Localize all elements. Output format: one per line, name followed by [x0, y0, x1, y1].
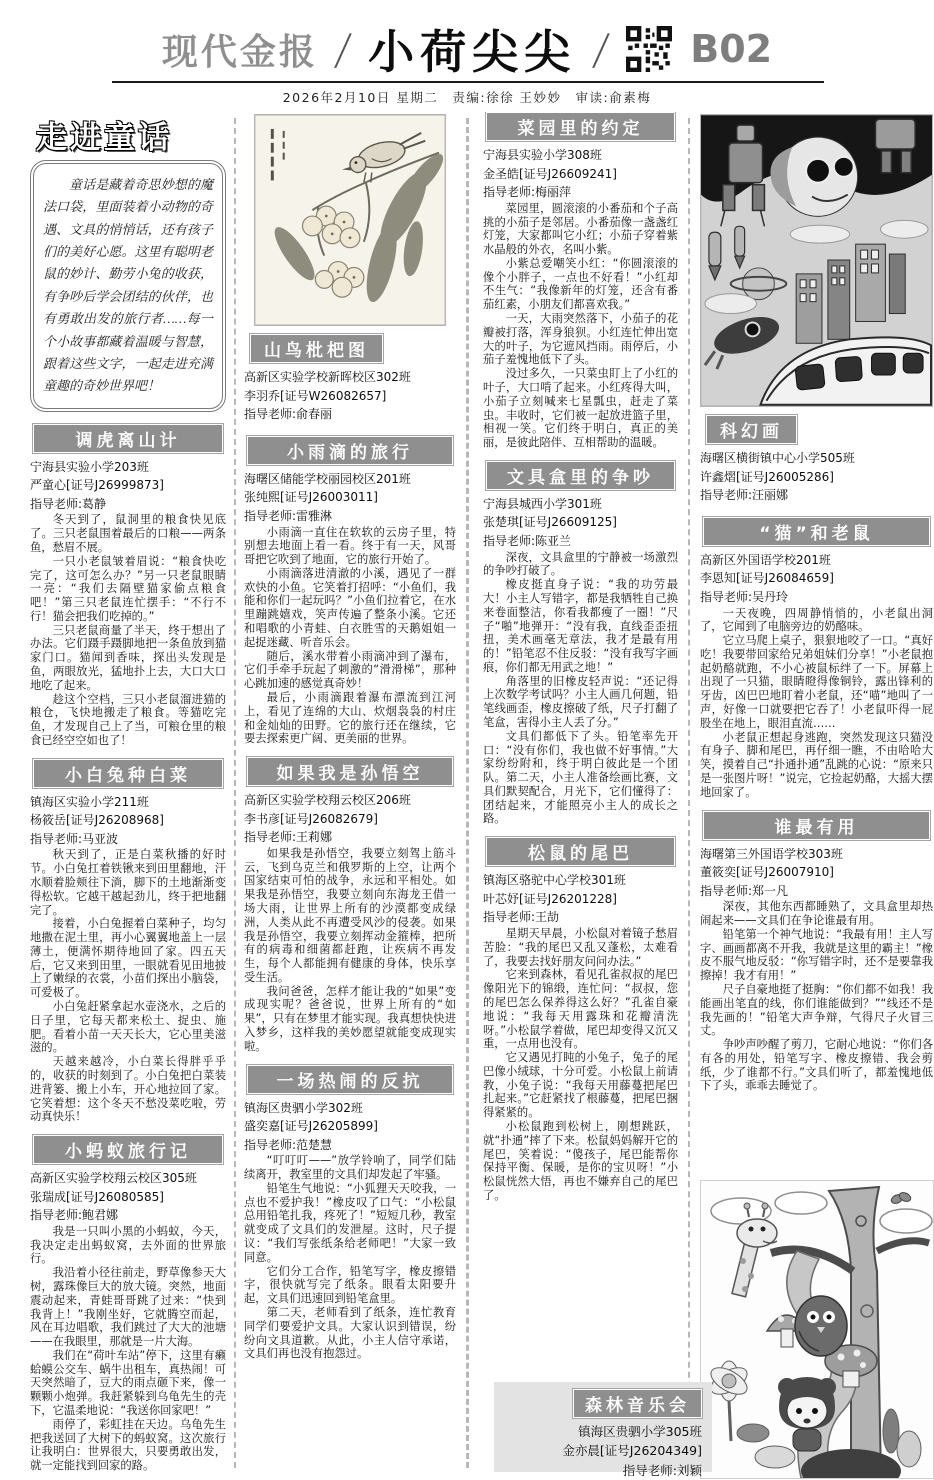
- artwork-author: 许鑫熠[证号J26005286]: [700, 469, 834, 484]
- article-author: 董筱奕[证号J26007910]: [700, 865, 834, 880]
- artwork-school: 海曙区横街镇中心小学505班: [700, 451, 855, 465]
- paragraph: 一只小老鼠皱着眉说：“粮食快吃完了，这可怎么办？”另一只老鼠眼睛一亮：“我们去隔壁猫家偷点粮食吧！”第三只老鼠连忙摆手：“不行不行！猫会把我们吃掉的。”: [30, 554, 226, 623]
- artwork-title-bar: 山鸟枇杷图: [250, 334, 383, 363]
- article-xiaobaitu: [30, 759, 226, 1124]
- article-author: 李书彦[证号J26082679]: [244, 811, 378, 826]
- artwork-caption-shanniao: [244, 334, 456, 424]
- paragraph: 铅笔生气地说：“小狐狸天天咬我，一点也不爱护我！”橡皮叹了口气：“小松鼠总用铅笔扎我，疼死了！”短短几秒，教室就变成了文具们的发泄屋。这时，尺子提议：“我们写张纸条给老师吧！”大家一致同意。: [244, 1181, 456, 1264]
- artwork-teacher: 指导老师:汪丽娜: [700, 488, 789, 503]
- paragraph: 小老鼠正想起身逃跑，突然发现这只猫没有身子、脚和尾巴，再仔细一瞧，不由哈哈大笑，摸着自己“扑通扑通”乱跳的心说：“原来只是一张图片呀！”说完，它捡起奶酪，大摇大摆地回家了。: [700, 730, 933, 799]
- paragraph: 我问爸爸，怎样才能让我的“如果”变成现实呢？爸爸说，世界上所有的“如果”，只有在梦里才能实现。我真想快快进入梦乡，这样我的美妙愿望就能变成现实啦。: [244, 984, 456, 1053]
- paragraph: 尺子自豪地挺了挺胸：“你们都不如我！我能画出笔直的线，你们谁能做到？”“线还不是我先画的！”铅笔大声争辩，气得尺子火冒三丈。: [700, 982, 933, 1038]
- article-title-bar: 小白兔种白菜: [33, 759, 223, 788]
- artwork-title-bar: 森林音乐会: [573, 1389, 702, 1418]
- article-maoyulaoshu: [700, 517, 933, 800]
- article-title-bar: 小雨滴的旅行: [247, 436, 453, 465]
- column-divider: [234, 118, 236, 1468]
- paragraph: 它来到森林，看见孔雀叔叔的尾巴像阳光下的锦缎，连忙问：“叔叔，您的尾巴怎么保养得这么好？”孔雀自豪地说：“我每天用露珠和花瓣清洗呀。”小松鼠学着做，尾巴却变得又沉又重，一点用也没有。: [483, 968, 678, 1051]
- paragraph: 小雨滴一直住在软软的云房子里，特别想去地面上看一看。终于有一天，风哥哥把它吹到了地面，它的旅行开始了。: [244, 525, 456, 567]
- article-title-bar: 菜园里的约定: [486, 112, 675, 141]
- article-author: 金圣皓[证号J26609241]: [483, 166, 617, 181]
- article-teacher: 指导老师:马亚波: [30, 831, 119, 846]
- paragraph: “叮叮叮——”放学铃响了，同学们陆续离开，教室里的文具们却发起了牢骚。: [244, 1154, 456, 1182]
- paragraph: 一天夜晚，四周静悄悄的，小老鼠出洞了，它闻到了电脑旁边的奶酪味。: [700, 606, 933, 634]
- column-3: [483, 112, 678, 1377]
- article-school: 高新区实验学校翔云校区206班: [244, 793, 411, 808]
- article-teacher: 指导老师:梅丽萍: [483, 185, 572, 200]
- paragraph: 小松鼠跑到松树上，刚想跳跃，就“扑通”摔了下来。松鼠妈妈解开它的尾巴，笑着说：“傻孩子，尾巴能帮你保持平衡、保暖，是你的宝贝呀！”小松鼠恍然大悟，再也不嫌弃自己的尾巴了。: [483, 1119, 678, 1202]
- article-title-bar: 松鼠的尾巴: [486, 837, 675, 866]
- paragraph: 小白兔赶紧拿起水壶浇水，之后的日子里，它每天都来松土、捉虫、施肥。看着小苗一天天长大，它心里美滋滋的。: [30, 1000, 226, 1055]
- article-title-bar: 谁最有用: [703, 811, 930, 840]
- article-xiaoyudi: [244, 436, 456, 746]
- paragraph: 如果我是孙悟空，我要立刻驾上筋斗云，飞到乌克兰和俄罗斯的上空，让两个国家结束可怕的战争，永远和平相处。如果我是孙悟空，我要立刻向东海龙王借一场大雨，让世界上所有的沙漠都变成绿洲，人类从此不再遭受风沙的侵袭。如果我是孙悟空，我要立刻挥动金箍棒，把所有的病毒和细菌都赶跑，让疾病不再发生，每个人都能拥有健康的身体，快乐享受生活。: [244, 846, 456, 984]
- column-divider: [466, 118, 469, 1468]
- paragraph: 角落里的旧橡皮轻声说：“还记得上次数学考试吗？小主人画几何题，铅笔线画歪，橡皮擦破了纸，尺子打翻了笔盒，害得小主人丢了分。”: [483, 674, 678, 729]
- article-author: 李恩知[证号J26084659]: [700, 571, 834, 586]
- article-title-bar: 文具盒里的争吵: [486, 461, 675, 490]
- masthead-slash: /: [332, 24, 354, 74]
- paragraph: 铅笔第一个神气地说：“我最有用！主人写字、画画都离不开我，我就是这里的霸主！”橡皮不服气地反驳：“你写错字时，还不是要靠我擦掉！我才有用！”: [700, 927, 933, 983]
- column-divider: [688, 118, 690, 1468]
- article-sunwukong: [244, 757, 456, 1054]
- paragraph: 橡皮挺直身子说：“我的功劳最大！小主人写错字，都是我牺牲自己换来卷面整洁，你看我都瘦了一圈！”尺子“啪”地弹开：“没有我，直线歪歪扭扭，美术画毫无章法，我才是最有用的！”铅笔忍不住反驳：“没有我写字画痕，你们都无用武之地！”: [483, 578, 678, 674]
- artwork-author: 李羽乔[证号W26082657]: [244, 388, 387, 403]
- paragraph: 三只老鼠商量了半天，终于想出了办法。它们蹑手蹑脚地把一条鱼放到猫家门口。猫闻到香味，探出头发现是鱼，两眼放光，猛地扑上去，大口大口地吃了起来。: [30, 623, 226, 692]
- owl: [795, 1296, 847, 1356]
- scifi-painting: [700, 114, 933, 407]
- article-school: 宁海县实验小学308班: [483, 148, 602, 162]
- article-school: 镇海区贵驷小学302班: [244, 1100, 363, 1115]
- article-teacher: 指导老师:郑一凡: [700, 883, 789, 898]
- article-teacher: 指导老师:吴丹玲: [700, 589, 789, 604]
- paragraph: 没过多久，一只菜虫盯上了小红的叶子，大口啃了起来。小红疼得大叫，小茄子立刻喊来七星瓢虫，赶走了菜虫。丰收时，它们被一起放进篮子里，相视一笑。它们终于明白，真正的美丽，是彼此陪伴、互相帮助的温暖。: [483, 367, 678, 450]
- paragraph: 我沿着小径往前走，野草像参天大树，露珠像巨大的放大镜。突然，地面震动起来，青蛙哥哥跳了过来：“快到我背上！”我刚坐好，它就腾空而起，风在耳边唱歌，我们跳过了大大的池塘——在我眼里，那就是一片大海。: [30, 1266, 226, 1349]
- article-teacher: 指导老师:陈亚兰: [483, 534, 572, 549]
- paragraph: 菜园里，圆滚滚的小番茄和个子高挑的小茄子是邻居。小番茄像一盏盏红灯笼，大家都叫它小红；小茄子穿着紫水晶般的外衣，名叫小紫。: [483, 201, 678, 257]
- artwork-author: 金亦晨[证号J26204349]: [562, 1443, 702, 1459]
- masthead: [0, 16, 934, 82]
- paragraph: 我是一只叫小黑的小蚂蚁，今天，我决定走出蚂蚁窝，去外面的世界旅行。: [30, 1224, 226, 1266]
- artwork-caption-kehuan: [700, 415, 933, 505]
- article-songshu: [483, 837, 678, 1202]
- article-xiaomayi: [30, 1135, 226, 1473]
- article-title-bar: 调虎离山计: [33, 424, 223, 453]
- article-author: 杨筱岳[证号J26208968]: [30, 813, 164, 828]
- intro-text: 童话是藏着奇思妙想的魔法口袋，里面装着小动物的奇遇、文具的悄悄话，还有孩子们的美好心愿。这里有聪明老鼠的妙计、勤劳小兔的收获，有争吵后学会团结的伙伴，也有勇敢出发的旅行者……每一个小故事都藏着温暖与智慧，跟着这些文字，一起走进充满童趣的奇妙世界吧！: [43, 177, 213, 394]
- article-fankang: [244, 1065, 456, 1362]
- header-rule: [112, 81, 824, 83]
- paragraph: 争吵声吵醒了剪刀，它耐心地说：“你们各有各的用处，铅笔写字、橡皮擦错、我会剪纸，少了谁都不行。”文具们听了，都羞愧地低下了头，乖乖去睡觉了。: [700, 1038, 933, 1093]
- paragraph: 我们在“荷叶车站”停下，这里有癞蛤蟆公交车、蜗牛出租车，真热闹！可天突然暗了，豆大的雨点砸下来，像一颗颗小炮弹。我赶紧躲到乌龟先生的壳下，它温柔地说：“我送你回家吧！”: [30, 1348, 226, 1417]
- article-title-bar: 一场热闹的反抗: [247, 1065, 453, 1094]
- bird-loquat-painting: [254, 114, 446, 326]
- artwork-caption-senlin: [494, 1382, 712, 1478]
- paragraph: 秋天到了，正是白菜秋播的好时节。小白兔扛着铁锹来到田里翻地，汗水顺着脸颊往下淌，脚下的土地渐渐变得松软。它越干越起劲儿，终于把地翻完了。: [30, 848, 226, 917]
- article-teacher: 指导老师:范楚慧: [244, 1137, 333, 1152]
- article-author: 叶芯妤[证号J26201228]: [483, 891, 617, 906]
- article-author: 张瑞成[证号J26080585]: [30, 1189, 164, 1204]
- article-wenjuhe: [483, 461, 678, 826]
- paragraph: 趁这个空档，三只小老鼠溜进猫的粮仓，飞快地搬走了粮食。等猫吃完鱼，才发现自己上了当，可粮仓里的粮食已经空空如也了！: [30, 692, 226, 747]
- artwork-teacher: 指导老师:刘颖: [622, 1462, 702, 1478]
- article-title-bar: “猫”和老鼠: [703, 517, 930, 546]
- paragraph: 它们分工合作，铅笔写字，橡皮擦错字，很快就写完了纸条。眼看太阳要升起，文具们迅速回到铅笔盒里。: [244, 1264, 456, 1306]
- column-1: [30, 112, 226, 1479]
- article-school: 海曙区储能学校丽园校区201班: [244, 471, 411, 486]
- dateline: 2026年2月10日 星期二 责编:徐徐 王妙妙 审读:俞素梅: [282, 90, 652, 105]
- paragraph: 雨停了，彩虹挂在天边。乌龟先生把我送回了大树下的蚂蚁窝。这次旅行让我明白：世界很大，只要勇敢出发，就一定能找到回家的路。: [30, 1417, 226, 1473]
- paragraph: 它立马爬上桌子，狠狠地咬了一口。“真好吃！我要带回家给兄弟姐妹们分享！”小老鼠抱起奶酪就跑，不小心被鼠标绊了一下。屏幕上出现了一只猫，眼睛瞪得像铜铃，露出锋利的牙齿，凶巴巴地盯着小老鼠，还“喵”地叫了一声，好像一口就要把它吞了！小老鼠吓得一屁股坐在地上，眼泪直流……: [700, 634, 933, 730]
- paragraph: 小紫总爱嘲笑小红：“你圆滚滚的像个小胖子，一点也不好看！”小红却不生气：“我像新年的灯笼，还含有番茄红素，小朋友们都喜欢我。”: [483, 256, 678, 312]
- paragraph: 深夜，文具盒里的宁静被一场激烈的争吵打破了。: [483, 550, 678, 578]
- article-author: 盛奕嘉[证号J26205899]: [244, 1119, 378, 1134]
- intro-section: [30, 112, 226, 412]
- article-author: 张纯熙[证号J26003011]: [244, 490, 378, 505]
- page-code: B02: [690, 27, 773, 71]
- paragraph: 一天，大雨突然落下，小茄子的花瓣被打落，浑身狼狈。小红连忙伸出宽大的叶子，为它遮风挡雨。雨停后，小茄子羞愧地低下了头。: [483, 312, 678, 367]
- paragraph: 第二天，老师看到了纸条，连忙教育同学们要爱护文具。大家认识到错误，纷纷向文具道歉。从此，小主人信守承诺，文具们再也没有抱怨过。: [244, 1305, 456, 1361]
- paragraph: 文具们都低下了头。铅笔率先开口：“没有你们，我也做不好事情。”大家纷纷附和，终于明白彼此是一个团队。第二天，小主人准备绘画比赛，文具们默契配合，月光下，它们懂得了：团结起来，才能照亮小主人的成长之路。: [483, 729, 678, 826]
- paragraph: 接着，小白兔握着白菜种子，均匀地撒在泥土里，再小心翼翼地盖上一层薄土，便满怀期待地回了家。四五天后，它又来到田里，一眼就看见田地披上了嫩绿的衣裳，小苗们探出小脑袋，可爱极了。: [30, 917, 226, 1000]
- artwork-school: 高新区实验学校新晖校区302班: [244, 370, 411, 384]
- masthead-slash: /: [590, 24, 612, 74]
- paragraph: 随后，溪水带着小雨滴冲到了瀑布，它们手牵手玩起了刺激的“滑滑梯”，那种心跳加速的感觉真奇妙！: [244, 649, 456, 691]
- article-caiyuan: [483, 112, 678, 450]
- article-school: 宁海县城西小学301班: [483, 496, 602, 511]
- article-school: 宁海县实验小学203班: [30, 459, 149, 474]
- article-sheiyouyong: [700, 811, 933, 1094]
- article-teacher: 指导老师:雷雅淋: [244, 508, 333, 523]
- artwork-title-bar: 科幻画: [706, 415, 797, 444]
- article-title-bar: 如果我是孙悟空: [247, 757, 453, 786]
- intro-title: 走进童话: [36, 120, 172, 156]
- paragraph: 深夜，其他东西都睡熟了，文具盒里却热闹起来——文具们在争论谁最有用。: [700, 900, 933, 928]
- article-teacher: 指导老师:王莉娜: [244, 830, 333, 845]
- article-teacher: 指导老师:王劼: [483, 910, 560, 925]
- column-2: [244, 112, 456, 1479]
- article-author: 严童心[证号J26999873]: [30, 478, 164, 493]
- page-title: 小荷尖尖: [368, 25, 577, 79]
- article-teacher: 指导老师:葛静: [30, 496, 107, 511]
- artwork-school: 镇海区贵驷小学305班: [578, 1424, 702, 1439]
- paragraph: 最后，小雨滴跟着瀑布漂流到江河上，看见了连绵的大山、炊烟袅袅的村庄和金灿灿的田野。它的旅行还在继续，它要去探索更广阔、更美丽的世界。: [244, 690, 456, 746]
- intro-box: [30, 160, 226, 412]
- article-tiaohulishanji: [30, 424, 226, 748]
- paragraph: 小雨滴落进清澈的小溪，遇见了一群欢快的小鱼。它笑着打招呼：“小鱼们，我能和你们一起玩吗？”小鱼们拉着它，在水里蹦跳嬉戏，笑声传遍了整条小溪。它还和唱歌的小青蛙、白衣胜雪的天鹅姐姐一起捉迷藏、听音乐会。: [244, 566, 456, 649]
- forest-concert-painting: [700, 1180, 934, 1479]
- article-school: 高新区外国语学校201班: [700, 552, 831, 567]
- paragraph: 冬天到了，鼠洞里的粮食快见底了。三只老鼠围着最后的口粮——两条鱼，愁眉不展。: [30, 513, 226, 554]
- column-4: [700, 112, 933, 1174]
- qr-code-icon: [626, 26, 672, 72]
- paragraph: 它又遇见打盹的小兔子，兔子的尾巴像小绒球，十分可爱。小松鼠上前请教，小兔子说：“我每天用藤蔓把尾巴扎起来。”它赶紧找了根藤蔓，把尾巴捆得紧紧的。: [483, 1051, 678, 1120]
- paragraph: 星期天早晨，小松鼠对着镜子愁眉苦脸：“我的尾巴又乱又蓬松，太难看了，我要去找好朋友问问办法。”: [483, 927, 678, 968]
- article-author: 张楚琪[证号J26609125]: [483, 515, 617, 530]
- artwork-teacher: 指导老师:俞春丽: [244, 407, 333, 422]
- article-teacher: 指导老师:鲍君娜: [30, 1208, 119, 1223]
- article-school: 高新区实验学校翔云校区305班: [30, 1171, 197, 1186]
- article-title-bar: 小蚂蚁旅行记: [33, 1135, 223, 1164]
- paragraph: 天越来越冷，小白菜长得胖乎乎的，收获的时刻到了。小白兔把白菜装进背篓、搬上小车，开心地拉回了家。它笑着想：这个冬天不愁没菜吃啦，劳动真快乐！: [30, 1055, 226, 1124]
- article-school: 镇海区骆驼中心学校301班: [483, 873, 626, 888]
- article-school: 海曙第三外国语学校303班: [700, 846, 843, 861]
- paper-name: 现代金报: [161, 31, 318, 73]
- article-school: 镇海区实验小学211班: [30, 794, 149, 809]
